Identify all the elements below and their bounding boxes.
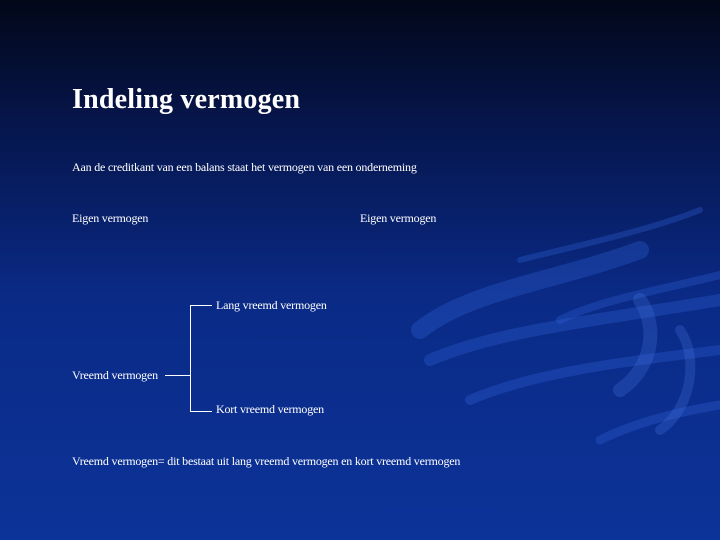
definition-text: Vreemd vermogen= dit bestaat uit lang vreemd vermogen en kort vreemd vermogen — [72, 454, 461, 468]
page-title: Indeling vermogen — [72, 84, 301, 115]
lang-vreemd-vermogen-label: Lang vreemd vermogen — [216, 298, 327, 312]
vreemd-vermogen-label: Vreemd vermogen — [72, 368, 158, 382]
eigen-vermogen-label-right: Eigen vermogen — [360, 211, 437, 225]
kort-vreemd-vermogen-label: Kort vreemd vermogen — [216, 402, 324, 416]
eigen-vermogen-label-left: Eigen vermogen — [72, 211, 149, 225]
intro-text: Aan de creditkant van een balans staat het vermogen van een onderneming — [72, 160, 417, 174]
